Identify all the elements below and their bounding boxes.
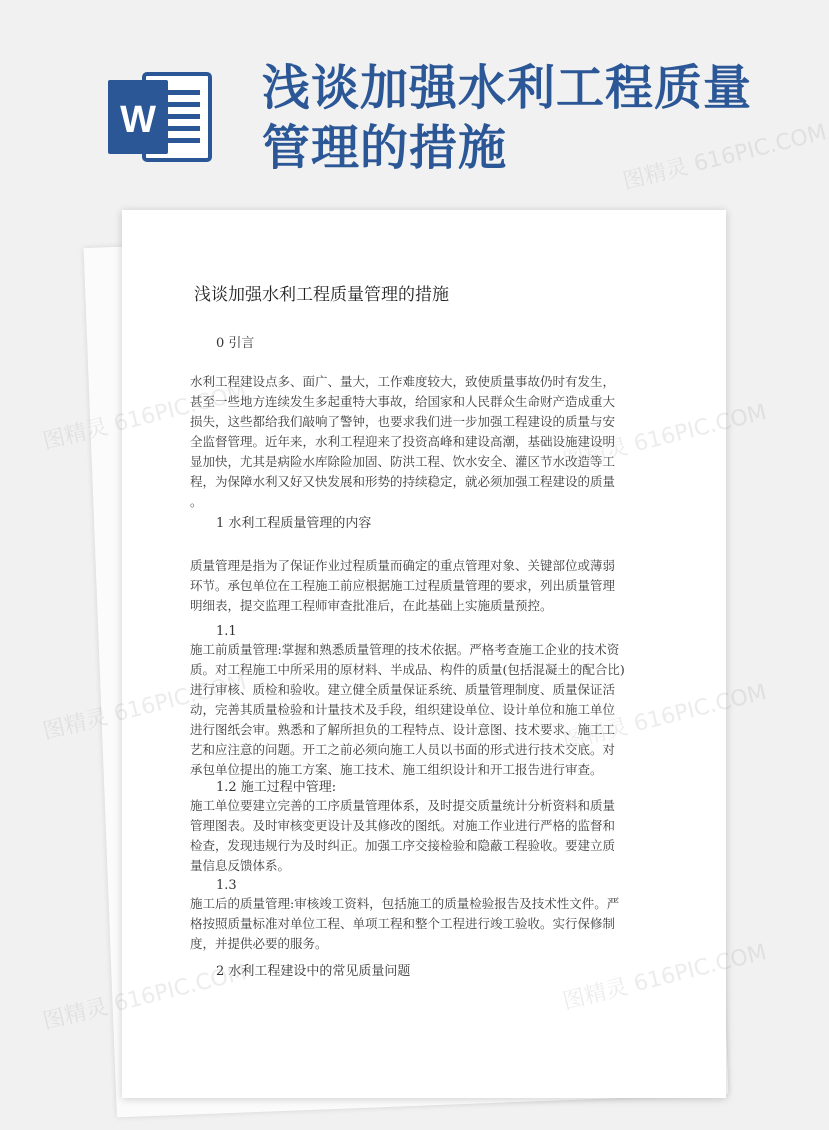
section-heading-1-2: 1.2 施工过程中管理: [216, 780, 337, 795]
paragraph-line: 质。对工程施工中所采用的原材料、半成品、构件的质量(包括混凝土的配合比) [190, 662, 625, 677]
paragraph-line: 全监督管理。近年来，水利工程迎来了投资高峰和建设高潮，基础设施建设明 [190, 434, 616, 449]
paragraph-line: 程，为保障水利又好又快发展和形势的持续稳定，就必须加强工程建设的质量 [190, 474, 616, 489]
paragraph-line: 施工后的质量管理:审核竣工资料，包括施工的质量检验报告及技术性文件。严 [190, 896, 620, 911]
section-heading-1-1: 1.1 [216, 624, 237, 639]
paragraph-line: 施工前质量管理:掌握和熟悉质量管理的技术依据。严格考查施工企业的技术资 [190, 642, 620, 657]
paragraph-line: 质量管理是指为了保证作业过程质量而确定的重点管理对象、关键部位或薄弱 [190, 558, 616, 573]
paragraph-line: 承包单位提出的施工方案、施工技术、施工组织设计和开工报告进行审查。 [190, 762, 603, 777]
paragraph-line: 格按照质量标准对单位工程、单项工程和整个工程进行竣工验收。实行保修制 [190, 916, 616, 931]
page-title-line-1: 浅谈加强水利工程质量 [262, 60, 753, 116]
paragraph-line: 施工单位要建立完善的工序质量管理体系，及时提交质量统计分析资料和质量 [190, 798, 616, 813]
paragraph-line: 水利工程建设点多、面广、量大，工作难度较大，致使质量事故仍时有发生， [190, 374, 616, 389]
section-heading-0: 0 引言 [216, 336, 255, 351]
watermark: 图精灵 [40, 414, 111, 455]
paragraph-line: 显加快，尤其是病险水库除险加固、防洪工程、饮水安全、灌区节水改造等工 [190, 454, 616, 469]
paragraph-section-1-1 [190, 640, 634, 780]
paragraph-line: 管理图表。及时审核变更设计及其修改的图纸。对施工作业进行严格的监督和 [190, 818, 616, 833]
page-title-line-2: 管理的措施 [262, 120, 508, 176]
paragraph-line: 进行图纸会审。熟悉和了解所担负的工程特点、设计意图、技术要求、施工工 [190, 722, 616, 737]
paragraph-line: 检查，发现违规行为及时纠正。加强工序交接检验和隐蔽工程验收。要建立质 [190, 838, 616, 853]
paragraph-line: 甚至一些地方连续发生多起重特大事故，给国家和人民群众生命财产造成重大 [190, 394, 616, 409]
paragraph-line: 进行审核、质检和验收。建立健全质量保证系统、质量管理制度、质量保证活 [190, 682, 616, 697]
paragraph-section-1 [190, 556, 634, 616]
paragraph-line: 环节。承包单位在工程施工前应根据施工过程质量管理的要求，列出质量管理 [190, 578, 616, 593]
watermark: 图精灵 [40, 994, 111, 1035]
paragraph-section-1-2 [190, 796, 634, 876]
paragraph-section-1-3 [190, 894, 634, 954]
paragraph-line: 量信息反馈体系。 [190, 858, 291, 873]
paragraph-intro [190, 372, 634, 512]
paragraph-line: 损失，这些都给我们敲响了警钟，也要求我们进一步加强工程建设的质量与安 [190, 414, 616, 429]
section-heading-1-3: 1.3 [216, 878, 237, 893]
section-heading-2: 2 水利工程建设中的常见质量问题 [216, 964, 411, 979]
paragraph-line: 度，并提供必要的服务。 [190, 936, 328, 951]
watermark: 图精灵 616PIC.COM [620, 120, 829, 195]
paragraph-line: 艺和应注意的问题。开工之前必须向施工人员以书面的形式进行技术交底。对 [190, 742, 616, 757]
paragraph-line: 明细表，提交监理工程师审查批准后，在此基础上实施质量预控。 [190, 598, 553, 613]
document-title: 浅谈加强水利工程质量管理的措施 [194, 285, 449, 305]
section-heading-1: 1 水利工程质量管理的内容 [216, 516, 372, 531]
paragraph-line: 。 [190, 494, 203, 509]
watermark: 图精灵 [40, 704, 111, 745]
paragraph-line: 动，完善其质量检验和计量技术及手段，组织建设单位、设计单位和施工单位 [190, 702, 616, 717]
svg-text:W: W [120, 99, 156, 141]
word-icon [106, 70, 214, 164]
page-title [262, 58, 782, 178]
